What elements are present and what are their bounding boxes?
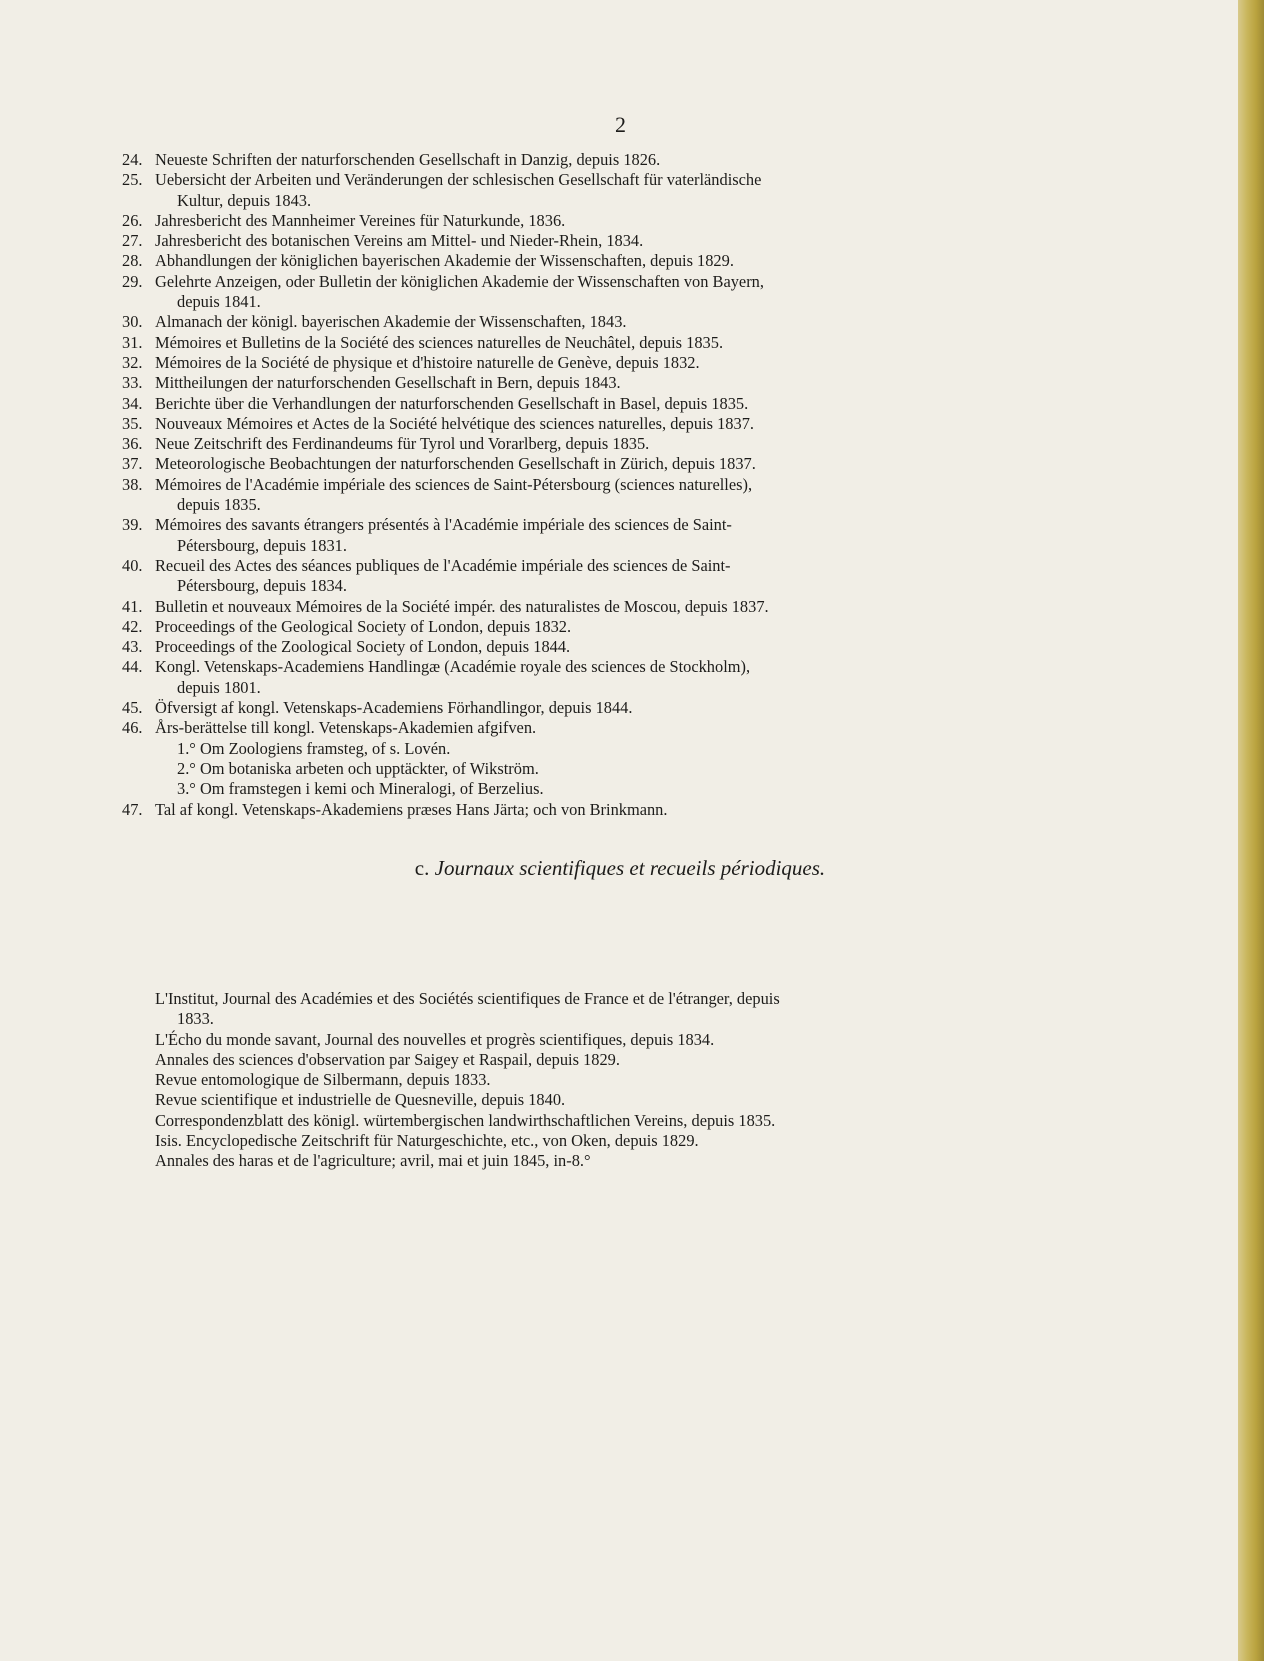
entry-number: 32.	[122, 352, 143, 372]
entry-number: 42.	[122, 616, 143, 636]
entry-text: Mémoires des savants étrangers présentés à l'Académie impériale des sciences de Saint-	[155, 515, 732, 535]
journal-text: Correspondenzblatt des königl. würtembergischen landwirthschaftlichen Vereins, depuis 1835.	[155, 1110, 776, 1130]
journal-continuation: 1833.	[177, 1009, 214, 1029]
entry-number: 30.	[122, 312, 143, 332]
entry-number: 33.	[122, 373, 143, 393]
entry-text: Tal af kongl. Vetenskaps-Akademiens præses Hans Järta; och von Brinkmann.	[155, 799, 668, 819]
publication-list	[0, 150, 1240, 820]
list-item	[0, 617, 1240, 637]
list-item	[0, 739, 1240, 759]
list-item	[0, 1111, 1240, 1131]
page-number: 2	[615, 112, 626, 137]
entry-text: Öfversigt af kongl. Vetenskaps-Academiens Förhandlingor, depuis 1844.	[155, 698, 633, 718]
sub-item-text: 1.° Om Zoologiens framsteg, of s. Lovén.	[177, 738, 451, 758]
list-item	[0, 1030, 1240, 1050]
list-item	[0, 1131, 1240, 1151]
entry-number: 27.	[122, 231, 143, 251]
entry-number: 37.	[122, 454, 143, 474]
journal-text: L'Institut, Journal des Académies et des Sociétés scientifiques de France et de l'étranger, depuis	[155, 989, 780, 1008]
list-item	[0, 414, 1240, 434]
entry-number: 40.	[122, 555, 143, 575]
entry-text: Års-berättelse till kongl. Vetenskaps-Akademien afgifven.	[155, 718, 537, 738]
section-title: Journaux scientifiques et recueils périodiques.	[434, 856, 826, 880]
entry-number: 45.	[122, 698, 143, 718]
entry-number: 35.	[122, 413, 143, 433]
entry-text: Proceedings of the Zoological Society of London, depuis 1844.	[155, 637, 571, 657]
entry-text: Neue Zeitschrift des Ferdinandeums für Tyrol und Vorarlberg, depuis 1835.	[155, 434, 650, 454]
list-item	[0, 637, 1240, 657]
list-item	[0, 231, 1240, 251]
entry-text: Recueil des Actes des séances publiques de l'Académie impériale des sciences de Saint-	[155, 555, 731, 575]
list-item	[0, 718, 1240, 738]
entry-number: 41.	[122, 596, 143, 616]
section-letter: c.	[414, 856, 430, 880]
list-item	[0, 251, 1240, 271]
entry-text: Gelehrte Anzeigen, oder Bulletin der königlichen Akademie der Wissenschaften von Bayern,	[155, 271, 764, 291]
list-item	[0, 698, 1240, 718]
entry-number: 31.	[122, 332, 143, 352]
entry-number: 24.	[122, 150, 143, 169]
entry-text: Proceedings of the Geological Society of London, depuis 1832.	[155, 616, 572, 636]
list-item	[0, 779, 1240, 799]
entry-number: 26.	[122, 210, 143, 230]
list-item	[0, 800, 1240, 820]
list-item	[0, 556, 1240, 597]
entry-continuation: Pétersbourg, depuis 1831.	[177, 535, 347, 555]
entry-number: 25.	[122, 170, 143, 190]
list-item	[0, 211, 1240, 231]
list-item	[0, 272, 1240, 313]
entry-text: Bulletin et nouveaux Mémoires de la Société impér. des naturalistes de Moscou, depuis 1837.	[155, 596, 769, 616]
entry-continuation: depuis 1801.	[177, 677, 261, 697]
entry-continuation: Pétersbourg, depuis 1834.	[177, 576, 347, 596]
entry-number: 29.	[122, 271, 143, 291]
list-item	[0, 597, 1240, 617]
list-item	[0, 1151, 1240, 1171]
sub-item-text: 2.° Om botaniska arbeten och upptäckter, of Wikström.	[177, 758, 539, 778]
entry-text: Jahresbericht des Mannheimer Vereines für Naturkunde, 1836.	[155, 210, 566, 230]
entry-continuation: depuis 1835.	[177, 495, 261, 515]
list-item	[0, 1050, 1240, 1070]
section-heading	[0, 856, 1240, 881]
list-item	[0, 475, 1240, 516]
entry-text: Jahresbericht des botanischen Vereins am Mittel- und Nieder-Rhein, 1834.	[155, 231, 644, 251]
entry-text: Kongl. Vetenskaps-Academiens Handlingæ (Académie royale des sciences de Stockholm),	[155, 657, 751, 677]
entry-text: Nouveaux Mémoires et Actes de la Société helvétique des sciences naturelles, depuis 1837.	[155, 413, 754, 433]
entry-number: 43.	[122, 637, 143, 657]
journal-text: Isis. Encyclopedische Zeitschrift für Naturgeschichte, etc., von Oken, depuis 1829.	[155, 1131, 699, 1151]
list-item	[0, 657, 1240, 698]
journal-text: Annales des sciences d'observation par Saigey et Raspail, depuis 1829.	[155, 1049, 620, 1069]
entry-number: 44.	[122, 657, 143, 677]
entry-text: Mémoires de la Société de physique et d'histoire naturelle de Genève, depuis 1832.	[155, 352, 700, 372]
entry-text: Uebersicht der Arbeiten und Veränderungen der schlesischen Gesellschaft für vaterländische	[155, 170, 762, 190]
entry-number: 28.	[122, 251, 143, 271]
list-item	[0, 170, 1240, 211]
entry-text: Neueste Schriften der naturforschenden Gesellschaft in Danzig, depuis 1826.	[155, 150, 661, 169]
list-item	[0, 394, 1240, 414]
list-item	[0, 454, 1240, 474]
entry-number: 34.	[122, 393, 143, 413]
entry-text: Meteorologische Beobachtungen der naturforschenden Gesellschaft in Zürich, depuis 1837.	[155, 454, 756, 474]
list-item	[0, 989, 1240, 1030]
entry-text: Almanach der königl. bayerischen Akademie der Wissenschaften, 1843.	[155, 312, 627, 332]
entry-number: 36.	[122, 434, 143, 454]
list-item	[0, 1070, 1240, 1090]
entry-number: 46.	[122, 718, 143, 738]
journal-text: Revue scientifique et industrielle de Quesneville, depuis 1840.	[155, 1090, 566, 1110]
journal-list	[0, 989, 1240, 1172]
entry-text: Mémoires de l'Académie impériale des sciences de Saint-Pétersbourg (sciences naturelles),	[155, 474, 753, 494]
list-item	[0, 373, 1240, 393]
sub-item-text: 3.° Om framstegen i kemi och Mineralogi, of Berzelius.	[177, 779, 544, 799]
list-item	[0, 333, 1240, 353]
entry-text: Mémoires et Bulletins de la Société des sciences naturelles de Neuchâtel, depuis 1835.	[155, 332, 724, 352]
list-item	[0, 434, 1240, 454]
entry-text: Mittheilungen der naturforschenden Gesellschaft in Bern, depuis 1843.	[155, 373, 621, 393]
list-item	[0, 312, 1240, 332]
entry-text: Abhandlungen der königlichen bayerischen Akademie der Wissenschaften, depuis 1829.	[155, 251, 734, 271]
entry-continuation: Kultur, depuis 1843.	[177, 190, 312, 210]
journal-text: L'Écho du monde savant, Journal des nouvelles et progrès scientifiques, depuis 1834.	[155, 1029, 715, 1049]
journal-text: Revue entomologique de Silbermann, depuis 1833.	[155, 1070, 491, 1090]
list-item	[0, 353, 1240, 373]
entry-number: 38.	[122, 474, 143, 494]
list-item	[0, 515, 1240, 556]
entry-number: 39.	[122, 515, 143, 535]
list-item	[0, 1090, 1240, 1110]
entry-continuation: depuis 1841.	[177, 292, 261, 312]
page-edge	[1238, 0, 1264, 1661]
entry-number: 47.	[122, 799, 143, 819]
journal-text: Annales des haras et de l'agriculture; avril, mai et juin 1845, in-8.°	[155, 1151, 591, 1171]
entry-text: Berichte über die Verhandlungen der naturforschenden Gesellschaft in Basel, depuis 1835.	[155, 393, 749, 413]
list-item	[0, 150, 1240, 170]
list-item	[0, 759, 1240, 779]
